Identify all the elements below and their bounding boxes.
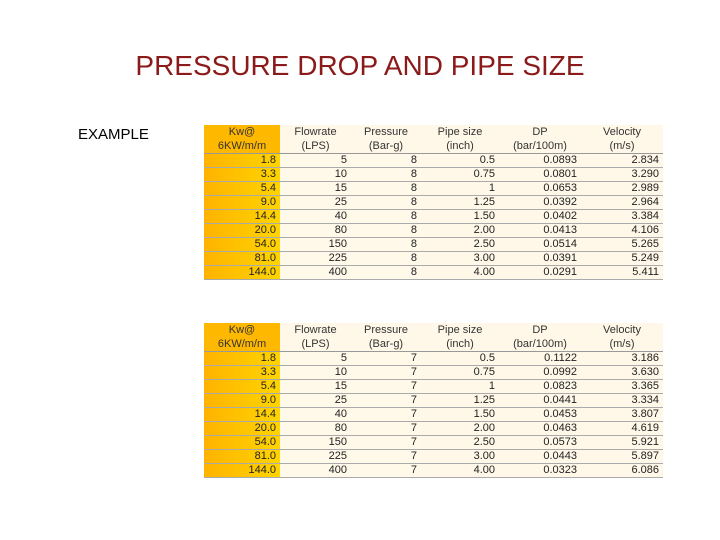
cell-dp: 0.0823 bbox=[499, 380, 581, 394]
cell-dp: 0.0801 bbox=[499, 168, 581, 182]
header-pipe-size-line2: (inch) bbox=[446, 338, 474, 350]
header-kw bbox=[204, 323, 280, 352]
cell-flowrate: 10 bbox=[280, 168, 351, 182]
cell-flowrate: 25 bbox=[280, 196, 351, 210]
cell-kw: 3.3 bbox=[204, 168, 280, 182]
table-row bbox=[204, 408, 663, 422]
header-kw bbox=[204, 125, 280, 154]
example-label: EXAMPLE bbox=[78, 126, 149, 143]
table-row bbox=[204, 266, 663, 280]
header-kw-line2: 6KW/m/m bbox=[217, 338, 267, 350]
cell-dp: 0.0291 bbox=[499, 266, 581, 280]
cell-pipe-size: 2.00 bbox=[421, 422, 499, 436]
cell-velocity: 5.249 bbox=[581, 252, 663, 266]
cell-kw: 3.3 bbox=[204, 366, 280, 380]
header-velocity-line1: Velocity bbox=[603, 324, 641, 336]
cell-kw: 54.0 bbox=[204, 436, 280, 450]
cell-flowrate: 400 bbox=[280, 266, 351, 280]
header-dp bbox=[499, 125, 581, 154]
cell-velocity: 2.989 bbox=[581, 182, 663, 196]
table-body bbox=[204, 154, 663, 280]
table-row bbox=[204, 252, 663, 266]
cell-pressure: 8 bbox=[351, 252, 421, 266]
cell-flowrate: 225 bbox=[280, 450, 351, 464]
header-flowrate-line1: Flowrate bbox=[294, 126, 337, 138]
table-row bbox=[204, 394, 663, 408]
cell-pipe-size: 1 bbox=[421, 182, 499, 196]
cell-dp: 0.0391 bbox=[499, 252, 581, 266]
slide-title: PRESSURE DROP AND PIPE SIZE bbox=[135, 50, 585, 81]
header-pressure-line1: Pressure bbox=[363, 126, 409, 138]
cell-dp: 0.0392 bbox=[499, 196, 581, 210]
table-row bbox=[204, 182, 663, 196]
cell-pressure: 8 bbox=[351, 238, 421, 252]
cell-pressure: 8 bbox=[351, 168, 421, 182]
cell-dp: 0.1122 bbox=[499, 352, 581, 366]
header-flowrate-line2: (LPS) bbox=[301, 338, 330, 350]
cell-flowrate: 5 bbox=[280, 154, 351, 168]
table-row bbox=[204, 352, 663, 366]
cell-pressure: 7 bbox=[351, 394, 421, 408]
cell-flowrate: 80 bbox=[280, 224, 351, 238]
cell-pipe-size: 3.00 bbox=[421, 252, 499, 266]
header-pipe-size bbox=[421, 323, 499, 352]
cell-pipe-size: 0.5 bbox=[421, 352, 499, 366]
cell-pressure: 8 bbox=[351, 154, 421, 168]
cell-pressure: 8 bbox=[351, 266, 421, 280]
header-velocity bbox=[581, 323, 663, 352]
cell-velocity: 5.897 bbox=[581, 450, 663, 464]
cell-flowrate: 15 bbox=[280, 380, 351, 394]
table-row bbox=[204, 210, 663, 224]
header-dp-line1: DP bbox=[532, 324, 548, 336]
table-header-row bbox=[204, 323, 663, 352]
cell-dp: 0.0413 bbox=[499, 224, 581, 238]
cell-flowrate: 15 bbox=[280, 182, 351, 196]
cell-pipe-size: 1.50 bbox=[421, 408, 499, 422]
header-flowrate bbox=[280, 125, 351, 154]
cell-kw: 54.0 bbox=[204, 238, 280, 252]
cell-flowrate: 10 bbox=[280, 366, 351, 380]
header-kw-line1: Kw@ bbox=[228, 324, 256, 336]
cell-velocity: 3.384 bbox=[581, 210, 663, 224]
cell-flowrate: 40 bbox=[280, 210, 351, 224]
cell-velocity: 4.106 bbox=[581, 224, 663, 238]
table-row bbox=[204, 154, 663, 168]
table-row bbox=[204, 196, 663, 210]
cell-pressure: 7 bbox=[351, 422, 421, 436]
cell-dp: 0.0992 bbox=[499, 366, 581, 380]
table-header-row bbox=[204, 125, 663, 154]
header-dp bbox=[499, 323, 581, 352]
cell-flowrate: 40 bbox=[280, 408, 351, 422]
cell-pipe-size: 2.00 bbox=[421, 224, 499, 238]
cell-pressure: 8 bbox=[351, 224, 421, 238]
cell-kw: 20.0 bbox=[204, 422, 280, 436]
cell-dp: 0.0402 bbox=[499, 210, 581, 224]
table-row bbox=[204, 450, 663, 464]
header-pipe-size-line2: (inch) bbox=[446, 140, 474, 152]
header-flowrate-line1: Flowrate bbox=[294, 324, 337, 336]
table-row bbox=[204, 224, 663, 238]
header-dp-line2: (bar/100m) bbox=[513, 338, 567, 350]
cell-pipe-size: 0.5 bbox=[421, 154, 499, 168]
header-flowrate bbox=[280, 323, 351, 352]
cell-pipe-size: 1.50 bbox=[421, 210, 499, 224]
cell-dp: 0.0323 bbox=[499, 464, 581, 478]
table-row bbox=[204, 464, 663, 478]
header-pressure bbox=[351, 125, 421, 154]
header-velocity-line2: (m/s) bbox=[609, 338, 635, 350]
cell-flowrate: 225 bbox=[280, 252, 351, 266]
table-row bbox=[204, 168, 663, 182]
cell-velocity: 3.365 bbox=[581, 380, 663, 394]
cell-velocity: 5.921 bbox=[581, 436, 663, 450]
cell-pressure: 7 bbox=[351, 450, 421, 464]
header-pressure-line1: Pressure bbox=[363, 324, 409, 336]
header-dp-line1: DP bbox=[532, 126, 548, 138]
cell-dp: 0.0893 bbox=[499, 154, 581, 168]
pressure-table-8bar bbox=[204, 125, 663, 280]
cell-kw: 14.4 bbox=[204, 408, 280, 422]
table-body bbox=[204, 352, 663, 478]
cell-pipe-size: 0.75 bbox=[421, 168, 499, 182]
cell-dp: 0.0453 bbox=[499, 408, 581, 422]
cell-kw: 9.0 bbox=[204, 394, 280, 408]
cell-flowrate: 5 bbox=[280, 352, 351, 366]
header-pipe-size bbox=[421, 125, 499, 154]
cell-pipe-size: 0.75 bbox=[421, 366, 499, 380]
cell-pipe-size: 1.25 bbox=[421, 394, 499, 408]
header-dp-line2: (bar/100m) bbox=[513, 140, 567, 152]
cell-pressure: 7 bbox=[351, 366, 421, 380]
cell-kw: 81.0 bbox=[204, 450, 280, 464]
cell-flowrate: 25 bbox=[280, 394, 351, 408]
header-pressure-line2: (Bar-g) bbox=[368, 140, 404, 152]
cell-dp: 0.0443 bbox=[499, 450, 581, 464]
cell-pipe-size: 2.50 bbox=[421, 436, 499, 450]
cell-velocity: 3.334 bbox=[581, 394, 663, 408]
cell-pressure: 7 bbox=[351, 464, 421, 478]
header-flowrate-line2: (LPS) bbox=[301, 140, 330, 152]
cell-pipe-size: 2.50 bbox=[421, 238, 499, 252]
cell-flowrate: 150 bbox=[280, 436, 351, 450]
table-row bbox=[204, 380, 663, 394]
cell-kw: 81.0 bbox=[204, 252, 280, 266]
cell-pressure: 7 bbox=[351, 436, 421, 450]
table-row bbox=[204, 436, 663, 450]
cell-kw: 144.0 bbox=[204, 266, 280, 280]
cell-kw: 1.8 bbox=[204, 352, 280, 366]
cell-velocity: 3.807 bbox=[581, 408, 663, 422]
cell-flowrate: 150 bbox=[280, 238, 351, 252]
cell-dp: 0.0514 bbox=[499, 238, 581, 252]
cell-kw: 5.4 bbox=[204, 182, 280, 196]
header-kw-line2: 6KW/m/m bbox=[217, 140, 267, 152]
cell-flowrate: 80 bbox=[280, 422, 351, 436]
cell-velocity: 3.290 bbox=[581, 168, 663, 182]
cell-pipe-size: 4.00 bbox=[421, 464, 499, 478]
cell-pressure: 8 bbox=[351, 210, 421, 224]
header-velocity-line1: Velocity bbox=[603, 126, 641, 138]
cell-pressure: 8 bbox=[351, 182, 421, 196]
cell-kw: 14.4 bbox=[204, 210, 280, 224]
cell-kw: 144.0 bbox=[204, 464, 280, 478]
table-row bbox=[204, 366, 663, 380]
cell-velocity: 3.630 bbox=[581, 366, 663, 380]
cell-pressure: 7 bbox=[351, 352, 421, 366]
cell-pipe-size: 1.25 bbox=[421, 196, 499, 210]
table-row bbox=[204, 238, 663, 252]
cell-kw: 1.8 bbox=[204, 154, 280, 168]
cell-velocity: 6.086 bbox=[581, 464, 663, 478]
cell-kw: 5.4 bbox=[204, 380, 280, 394]
cell-pressure: 7 bbox=[351, 380, 421, 394]
header-pipe-size-line1: Pipe size bbox=[437, 324, 483, 336]
cell-velocity: 2.834 bbox=[581, 154, 663, 168]
header-velocity-line2: (m/s) bbox=[609, 140, 635, 152]
header-pressure-line2: (Bar-g) bbox=[368, 338, 404, 350]
cell-flowrate: 400 bbox=[280, 464, 351, 478]
cell-pressure: 8 bbox=[351, 196, 421, 210]
cell-pipe-size: 3.00 bbox=[421, 450, 499, 464]
cell-pipe-size: 4.00 bbox=[421, 266, 499, 280]
header-pipe-size-line1: Pipe size bbox=[437, 126, 483, 138]
header-velocity bbox=[581, 125, 663, 154]
header-pressure bbox=[351, 323, 421, 352]
table-row bbox=[204, 422, 663, 436]
cell-kw: 20.0 bbox=[204, 224, 280, 238]
cell-pipe-size: 1 bbox=[421, 380, 499, 394]
cell-dp: 0.0653 bbox=[499, 182, 581, 196]
cell-velocity: 5.265 bbox=[581, 238, 663, 252]
cell-pressure: 7 bbox=[351, 408, 421, 422]
cell-dp: 0.0463 bbox=[499, 422, 581, 436]
cell-dp: 0.0573 bbox=[499, 436, 581, 450]
header-kw-line1: Kw@ bbox=[228, 126, 256, 138]
cell-dp: 0.0441 bbox=[499, 394, 581, 408]
pressure-table-7bar bbox=[204, 323, 663, 478]
cell-velocity: 3.186 bbox=[581, 352, 663, 366]
cell-kw: 9.0 bbox=[204, 196, 280, 210]
cell-velocity: 5.411 bbox=[581, 266, 663, 280]
cell-velocity: 4.619 bbox=[581, 422, 663, 436]
cell-velocity: 2.964 bbox=[581, 196, 663, 210]
